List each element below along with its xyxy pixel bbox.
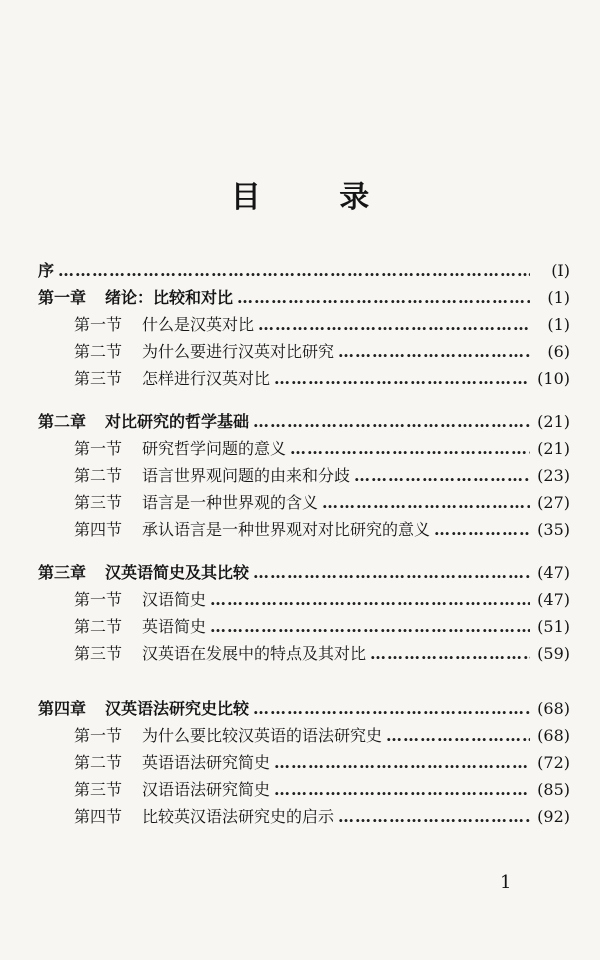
- entry-number: 第一节: [74, 439, 123, 458]
- entry-number: 第三节: [74, 780, 123, 799]
- entry-title: 英语简史: [142, 617, 207, 636]
- entry-page: (Ⅰ): [551, 261, 570, 280]
- entry-title: 比较英汉语法研究史的启示: [142, 807, 335, 826]
- entry-title: 语言世界观问题的由来和分歧: [142, 466, 351, 485]
- leader-dots: [338, 342, 530, 361]
- leader-dots: [274, 753, 530, 772]
- entry-title: 语言是一种世界观的含义: [142, 493, 319, 512]
- entry-number: 第一节: [74, 590, 123, 609]
- entry-page: (51): [537, 617, 570, 636]
- entry-number: 第三章: [38, 563, 87, 582]
- toc-entry-section[interactable]: [38, 750, 570, 777]
- entry-number: 第四章: [38, 699, 87, 718]
- leader-dots: [253, 699, 530, 718]
- chapter-gap: [38, 544, 570, 560]
- page-title: 目 录: [230, 180, 404, 215]
- entry-page: (85): [537, 780, 570, 799]
- entry-title: 绪论：比较和对比: [105, 288, 234, 307]
- leader-dots: [386, 726, 530, 745]
- entry-title: 为什么要比较汉英语的语法研究史: [142, 726, 383, 745]
- page-number: 1: [500, 872, 512, 893]
- toc-entry-section[interactable]: [38, 587, 570, 614]
- leader-dots: [434, 520, 530, 539]
- toc-entry-section[interactable]: [38, 366, 570, 393]
- leader-dots: [274, 369, 530, 388]
- entry-page: (27): [537, 493, 570, 512]
- toc-entry-chapter[interactable]: [38, 696, 570, 723]
- entry-number: 第一章: [38, 288, 87, 307]
- leader-dots: [253, 412, 530, 431]
- entry-number: 第二节: [74, 342, 123, 361]
- entry-title: 研究哲学问题的意义: [142, 439, 287, 458]
- entry-page: (1): [547, 288, 570, 307]
- leader-dots: [370, 644, 530, 663]
- toc-entry-section[interactable]: [38, 614, 570, 641]
- entry-title: 汉英语法研究史比较: [105, 699, 250, 718]
- leader-dots: [322, 493, 530, 512]
- entry-page: (1): [547, 315, 570, 334]
- chapter-gap: [38, 393, 570, 409]
- leader-dots: [258, 315, 530, 334]
- entry-title: 怎样进行汉英对比: [142, 369, 271, 388]
- entry-title: 汉语简史: [142, 590, 207, 609]
- leader-dots: [354, 466, 530, 485]
- entry-number: 第二节: [74, 753, 123, 772]
- toc-entry-section[interactable]: [38, 641, 570, 668]
- leader-dots: [210, 617, 530, 636]
- toc-entry-section[interactable]: [38, 804, 570, 831]
- entry-number: 第三节: [74, 369, 123, 388]
- leader-dots: [338, 807, 530, 826]
- entry-title: 对比研究的哲学基础: [105, 412, 250, 431]
- entry-page: (68): [537, 726, 570, 745]
- toc-entry-section[interactable]: [38, 463, 570, 490]
- entry-page: (21): [537, 412, 570, 431]
- toc-entry-chapter[interactable]: [38, 560, 570, 587]
- entry-page: (68): [537, 699, 570, 718]
- toc-entry-section[interactable]: [38, 436, 570, 463]
- entry-number: 第四节: [74, 520, 123, 539]
- entry-number: 序: [38, 261, 55, 280]
- entry-number: 第一节: [74, 726, 123, 745]
- toc-entry-section[interactable]: [38, 490, 570, 517]
- entry-page: (47): [537, 563, 570, 582]
- entry-page: (72): [537, 753, 570, 772]
- entry-page: (92): [537, 807, 570, 826]
- toc-entry-section[interactable]: [38, 777, 570, 804]
- entry-number: 第一节: [74, 315, 123, 334]
- entry-number: 第三节: [74, 644, 123, 663]
- leader-dots: [237, 288, 530, 307]
- entry-page: (35): [537, 520, 570, 539]
- entry-number: 第四节: [74, 807, 123, 826]
- entry-page: (47): [537, 590, 570, 609]
- leader-dots: [274, 780, 530, 799]
- toc-entry-section[interactable]: [38, 312, 570, 339]
- leader-dots: [253, 563, 530, 582]
- entry-number: 第三节: [74, 493, 123, 512]
- leader-dots: [58, 261, 530, 280]
- entry-page: (10): [537, 369, 570, 388]
- entry-title: 英语语法研究简史: [142, 753, 271, 772]
- entry-number: 第二章: [38, 412, 87, 431]
- toc-entry-preface[interactable]: [38, 258, 570, 285]
- chapter-gap: [38, 668, 570, 696]
- entry-title: 为什么要进行汉英对比研究: [142, 342, 335, 361]
- toc-entry-section[interactable]: [38, 517, 570, 544]
- leader-dots: [210, 590, 530, 609]
- entry-page: (21): [537, 439, 570, 458]
- toc-entry-section[interactable]: [38, 723, 570, 750]
- entry-title: 汉英语简史及其比较: [105, 563, 250, 582]
- entry-title: 汉英语在发展中的特点及其对比: [142, 644, 367, 663]
- leader-dots: [290, 439, 530, 458]
- entry-page: (6): [547, 342, 570, 361]
- toc-entry-chapter[interactable]: [38, 409, 570, 436]
- toc-entry-chapter[interactable]: [38, 285, 570, 312]
- entry-title: 汉语语法研究简史: [142, 780, 271, 799]
- table-of-contents: [38, 258, 570, 831]
- toc-entry-section[interactable]: [38, 339, 570, 366]
- entry-page: (23): [537, 466, 570, 485]
- entry-page: (59): [537, 644, 570, 663]
- entry-number: 第二节: [74, 466, 123, 485]
- entry-number: 第二节: [74, 617, 123, 636]
- entry-title: 承认语言是一种世界观对对比研究的意义: [142, 520, 431, 539]
- entry-title: 什么是汉英对比: [142, 315, 255, 334]
